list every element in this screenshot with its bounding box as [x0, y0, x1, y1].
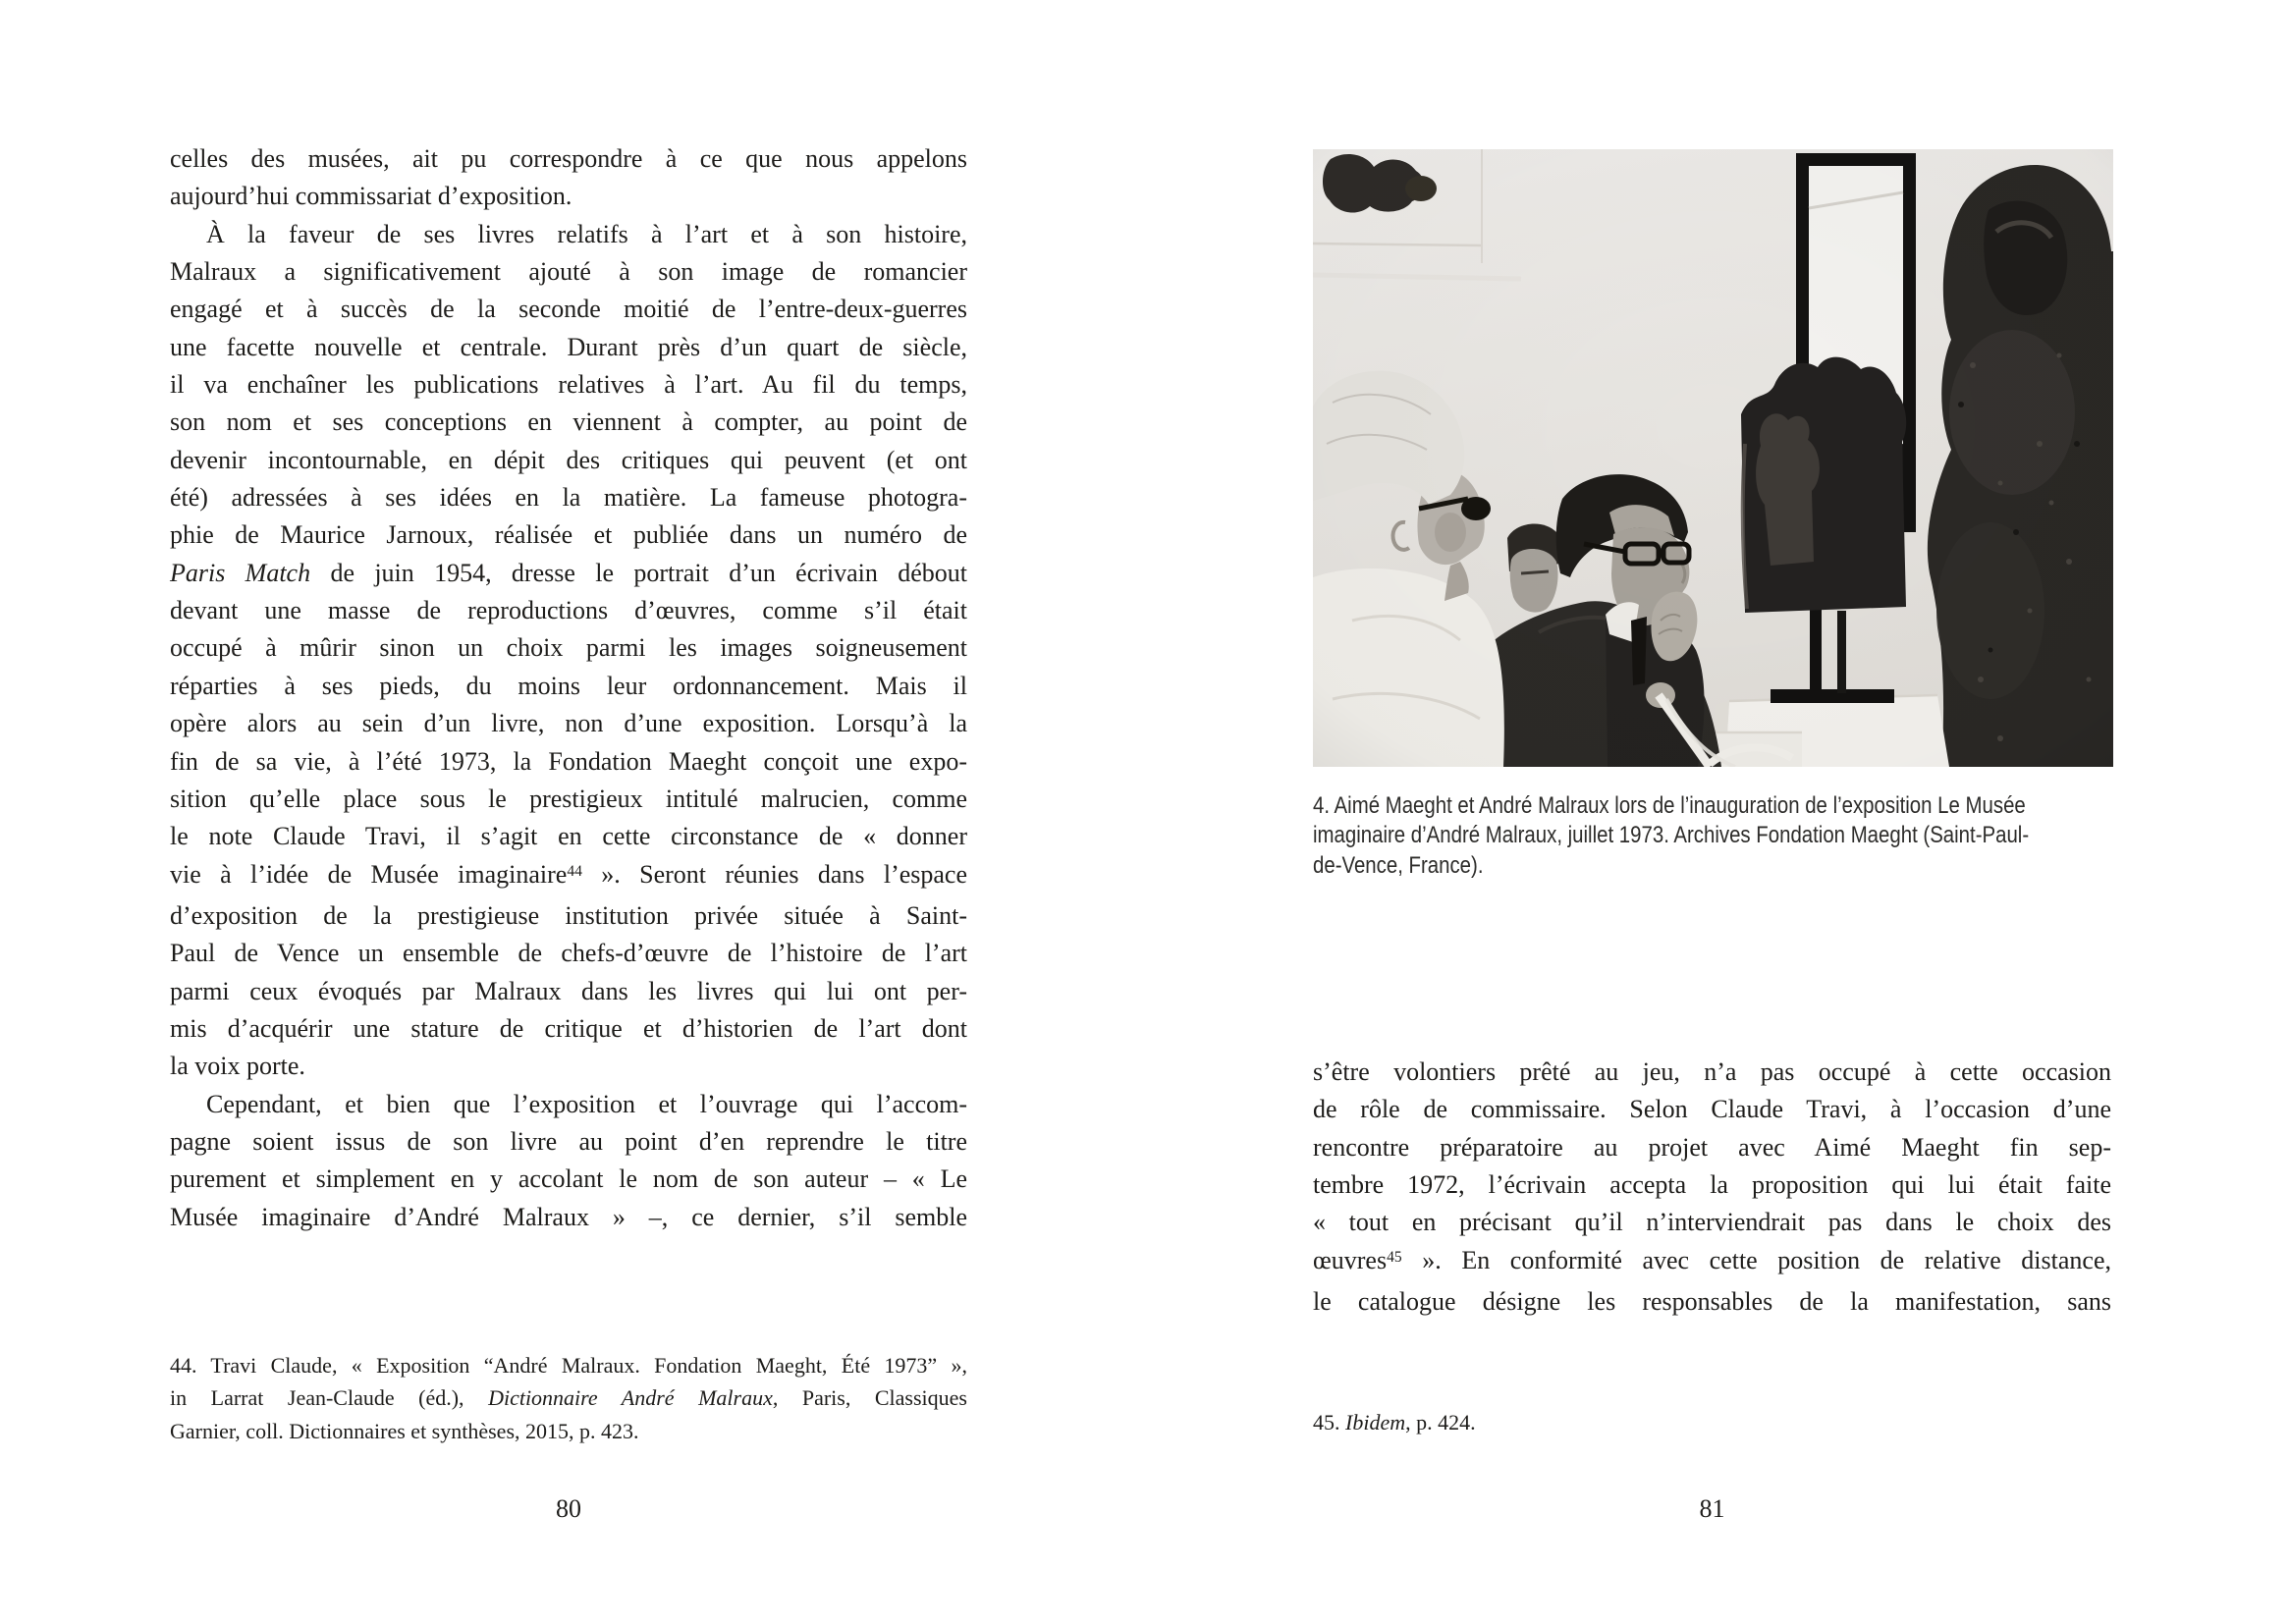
footnote-line: in Larrat Jean-Claude (éd.), Dictionnaire André Malraux, Paris, Classiques [170, 1385, 967, 1411]
body-text-line: occupé à mûrir sinon un choix parmi les images soigneusement [170, 633, 967, 663]
body-text-line: son nom et ses conceptions en viennent à compter, au point de [170, 407, 967, 437]
body-text-line: rencontre préparatoire au projet avec Aimé Maeght fin sep- [1313, 1132, 2111, 1162]
photo-figure [1313, 149, 2113, 767]
body-text-line: vie à l’idée de Musée imaginaire$^{44}$ ». Seront réunies dans l’espace [170, 859, 967, 889]
body-text-line: pagne soient issus de son livre au point d’en reprendre le titre [170, 1126, 967, 1156]
body-text-line: aujourd’hui commissariat d’exposition. [170, 182, 572, 211]
photo-vignette [1313, 149, 2113, 767]
gallery-photo-maeght-malraux [1313, 149, 2113, 767]
body-text-line: devant une masse de reproductions d’œuvres, comme s’il était [170, 596, 967, 625]
body-text-line: phie de Maurice Jarnoux, réalisée et publiée dans un numéro de [170, 520, 967, 550]
left-page-footnote [170, 1349, 967, 1447]
body-text-line: réparties à ses pieds, du moins leur ordonnancement. Mais il [170, 671, 967, 700]
photo-caption [1313, 791, 2135, 881]
footnote-line: 45. Ibidem, p. 424. [1313, 1410, 1476, 1435]
caption-line: imaginaire d’André Malraux, juillet 1973. Archives Fondation Maeght (Saint-Paul- [1313, 822, 2030, 849]
footnote-line: Garnier, coll. Dictionnaires et synthèses, 2015, p. 423. [170, 1418, 639, 1443]
body-text-line: été) adressées à ses idées en la matière. La fameuse photogra- [170, 483, 967, 513]
body-text-line: Paul de Vence un ensemble de chefs-d’œuvre de l’histoire de l’art [170, 939, 967, 968]
body-text-line: de rôle de commissaire. Selon Claude Travi, à l’occasion d’une [1313, 1095, 2111, 1124]
body-text-line: sition qu’elle place sous le prestigieux intitulé malrucien, comme [170, 784, 967, 813]
caption-line: de-Vence, France). [1313, 851, 1484, 879]
body-text-line: Cependant, et bien que l’exposition et l’ouvrage qui l’accom- [206, 1089, 967, 1118]
body-text-line: s’être volontiers prêté au jeu, n’a pas occupé à cette occasion [1313, 1057, 2111, 1086]
body-text-line: opère alors au sein d’un livre, non d’une exposition. Lorsqu’à la [170, 709, 967, 738]
page-number-right: 81 [1699, 1494, 1725, 1523]
body-text-line: tembre 1972, l’écrivain accepta la proposition qui lui était faite [1313, 1170, 2111, 1200]
body-text-line: mis d’acquérir une stature de critique et d’historien de l’art dont [170, 1013, 967, 1043]
body-text-line: œuvres$^{45}$ ». En conformité avec cette position de relative distance, [1313, 1245, 2111, 1274]
body-text-line: Malraux a significativement ajouté à son image de romancier [170, 257, 967, 287]
body-text-line: devenir incontournable, en dépit des critiques qui peuvent (et ont [170, 445, 967, 474]
page-number-left: 80 [556, 1494, 581, 1523]
body-text-line: engagé et à succès de la seconde moitié de l’entre-deux-guerres [170, 295, 967, 324]
body-text-line: d’exposition de la prestigieuse institution privée située à Saint- [170, 900, 967, 930]
body-text-line: purement et simplement en y accolant le nom de son auteur – « Le [170, 1164, 967, 1194]
body-text-line: fin de sa vie, à l’été 1973, la Fondation Maeght conçoit une expo- [170, 746, 967, 776]
body-text-line: parmi ceux évoqués par Malraux dans les livres qui lui ont per- [170, 976, 967, 1005]
body-text-line: Musée imaginaire d’André Malraux » –, ce dernier, s’il semble [170, 1202, 967, 1231]
body-text-line: À la faveur de ses livres relatifs à l’art et à son histoire, [206, 219, 967, 248]
footnote-line: 44. Travi Claude, « Exposition “André Malraux. Fondation Maeght, Été 1973” », [170, 1353, 967, 1378]
body-text-line: « tout en précisant qu’il n’interviendrait pas dans le choix des [1313, 1208, 2111, 1237]
right-page-body-text [1313, 1054, 2111, 1321]
body-text-line: celles des musées, ait pu correspondre à ce que nous appelons [170, 144, 967, 173]
body-text-line: le note Claude Travi, il s’agit en cette circonstance de « donner [170, 822, 967, 851]
body-text-line: la voix porte. [170, 1052, 305, 1081]
body-text-line: il va enchaîner les publications relatives à l’art. Au fil du temps, [170, 370, 967, 400]
body-text-line: le catalogue désigne les responsables de la manifestation, sans [1313, 1287, 2111, 1317]
body-text-line: une facette nouvelle et centrale. Durant près d’un quart de siècle, [170, 332, 967, 361]
left-page-body-text [170, 140, 967, 1236]
caption-line: 4. Aimé Maeght et André Malraux lors de l’inauguration de l’exposition Le Musée [1313, 792, 2026, 819]
right-page-footnote [1313, 1406, 2111, 1438]
body-text-line: Paris Match de juin 1954, dresse le portrait d’un écrivain débout [170, 558, 968, 587]
